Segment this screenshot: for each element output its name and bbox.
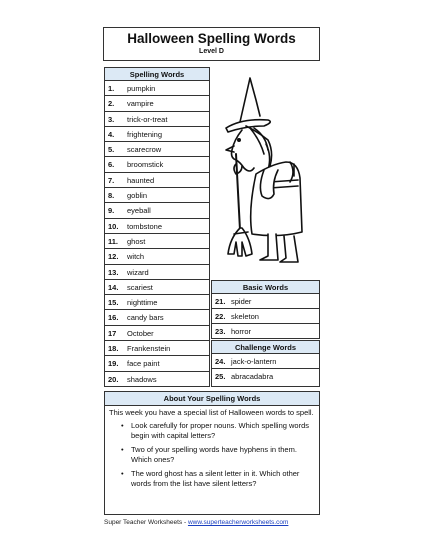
level-label: Level D	[199, 48, 224, 55]
spelling-word: eyeball	[127, 206, 151, 216]
footer	[104, 519, 288, 526]
list-item	[105, 234, 209, 249]
list-item	[105, 249, 209, 264]
word-number: 9.	[108, 206, 115, 216]
spelling-word: tombstone	[127, 221, 163, 231]
word-number: 10.	[108, 221, 119, 231]
spelling-word: shadows	[127, 374, 157, 384]
bullet-icon: •	[121, 445, 124, 454]
list-item	[121, 421, 315, 441]
title-box	[103, 27, 320, 61]
spelling-word: haunted	[127, 175, 155, 185]
word-number: 25.	[215, 372, 226, 381]
spelling-words-header: Spelling Words	[105, 68, 209, 81]
list-item	[105, 81, 209, 96]
list-item	[105, 96, 209, 111]
list-item	[105, 173, 209, 188]
spelling-word: spider	[231, 297, 252, 306]
spelling-word: nighttime	[127, 298, 158, 308]
spelling-word: witch	[127, 252, 145, 262]
word-number: 5.	[108, 145, 115, 155]
spelling-word: Frankenstein	[127, 344, 171, 354]
list-item	[212, 369, 319, 384]
spelling-word: abracadabra	[231, 372, 274, 381]
basic-words-box	[211, 280, 320, 339]
word-number: 22.	[215, 312, 226, 321]
word-number: 2.	[108, 99, 115, 109]
word-number: 1.	[108, 84, 115, 93]
list-item	[105, 356, 209, 371]
list-item	[121, 469, 315, 489]
challenge-words-box	[211, 340, 320, 387]
bullet-text: Two of your spelling words have hyphens in them. Which ones?	[131, 445, 297, 464]
list-item	[105, 326, 209, 341]
spelling-word: goblin	[127, 191, 148, 201]
word-number: 3.	[108, 114, 115, 124]
spelling-words-list	[105, 81, 209, 387]
spelling-word: scarecrow	[127, 145, 162, 155]
list-item	[212, 309, 319, 324]
list-item	[105, 280, 209, 295]
word-number: 23.	[215, 327, 226, 336]
list-item	[105, 203, 209, 218]
spelling-word: wizard	[127, 267, 149, 277]
list-item	[105, 265, 209, 280]
footer-text: Super Teacher Worksheets -	[104, 519, 188, 526]
about-bullet-list	[105, 418, 319, 489]
word-number: 17	[108, 328, 117, 338]
list-item	[105, 127, 209, 142]
spelling-word: frightening	[127, 129, 163, 139]
spelling-word: vampire	[127, 99, 154, 109]
witch-with-broom-illustration	[212, 70, 320, 275]
word-number: 4.	[108, 129, 115, 139]
word-number: 16.	[108, 313, 119, 323]
word-number: 14.	[108, 282, 119, 292]
word-number: 8.	[108, 191, 115, 201]
spelling-word: scariest	[127, 282, 153, 292]
word-number: 18.	[108, 344, 119, 354]
spelling-words-box	[104, 67, 210, 387]
list-item	[105, 219, 209, 234]
word-number: 13.	[108, 267, 119, 277]
bullet-icon: •	[121, 421, 124, 430]
basic-words-header: Basic Words	[212, 281, 319, 294]
about-intro: This week you have a special list of Halloween words to spell.	[109, 408, 314, 417]
list-item	[105, 188, 209, 203]
spelling-word: jack-o-lantern	[231, 357, 277, 366]
word-number: 6.	[108, 160, 115, 170]
word-number: 24.	[215, 357, 226, 366]
word-number: 7.	[108, 175, 115, 185]
page-title: Halloween Spelling Words	[127, 31, 296, 46]
word-number: 21.	[215, 297, 226, 306]
spelling-word: ghost	[127, 236, 146, 246]
spelling-word: face paint	[127, 359, 160, 369]
list-item	[212, 324, 319, 339]
word-number: 11.	[108, 236, 119, 246]
bullet-text: The word ghost has a silent letter in it. Which other words from the list have silent letters?	[131, 469, 300, 488]
footer-link[interactable]: www.superteacherworksheets.com	[187, 519, 289, 526]
list-item	[105, 372, 209, 387]
spelling-word: candy bars	[127, 313, 164, 323]
word-number: 15.	[108, 298, 119, 308]
list-item	[105, 157, 209, 172]
list-item	[105, 310, 209, 325]
spelling-word: October	[127, 328, 154, 338]
challenge-words-header: Challenge Words	[212, 341, 319, 354]
spelling-word: skeleton	[231, 312, 259, 321]
witch-hat-icon	[240, 78, 260, 122]
list-item	[105, 341, 209, 356]
bullet-text: Look carefully for proper nouns. Which spelling words begin with capital letters?	[131, 421, 310, 440]
word-number: 12.	[108, 252, 119, 262]
list-item	[212, 354, 319, 369]
spelling-word: trick-or-treat	[127, 114, 168, 124]
list-item	[105, 112, 209, 127]
spelling-word: horror	[231, 327, 252, 336]
list-item	[105, 142, 209, 157]
bullet-icon: •	[121, 469, 124, 478]
about-header: About Your Spelling Words	[105, 392, 319, 406]
list-item	[105, 295, 209, 310]
about-box	[104, 391, 320, 515]
spelling-word: broomstick	[127, 160, 164, 170]
word-number: 20.	[108, 374, 119, 384]
spelling-word: pumpkin	[127, 84, 156, 93]
word-number: 19.	[108, 359, 119, 369]
list-item	[212, 294, 319, 309]
list-item	[121, 445, 315, 465]
